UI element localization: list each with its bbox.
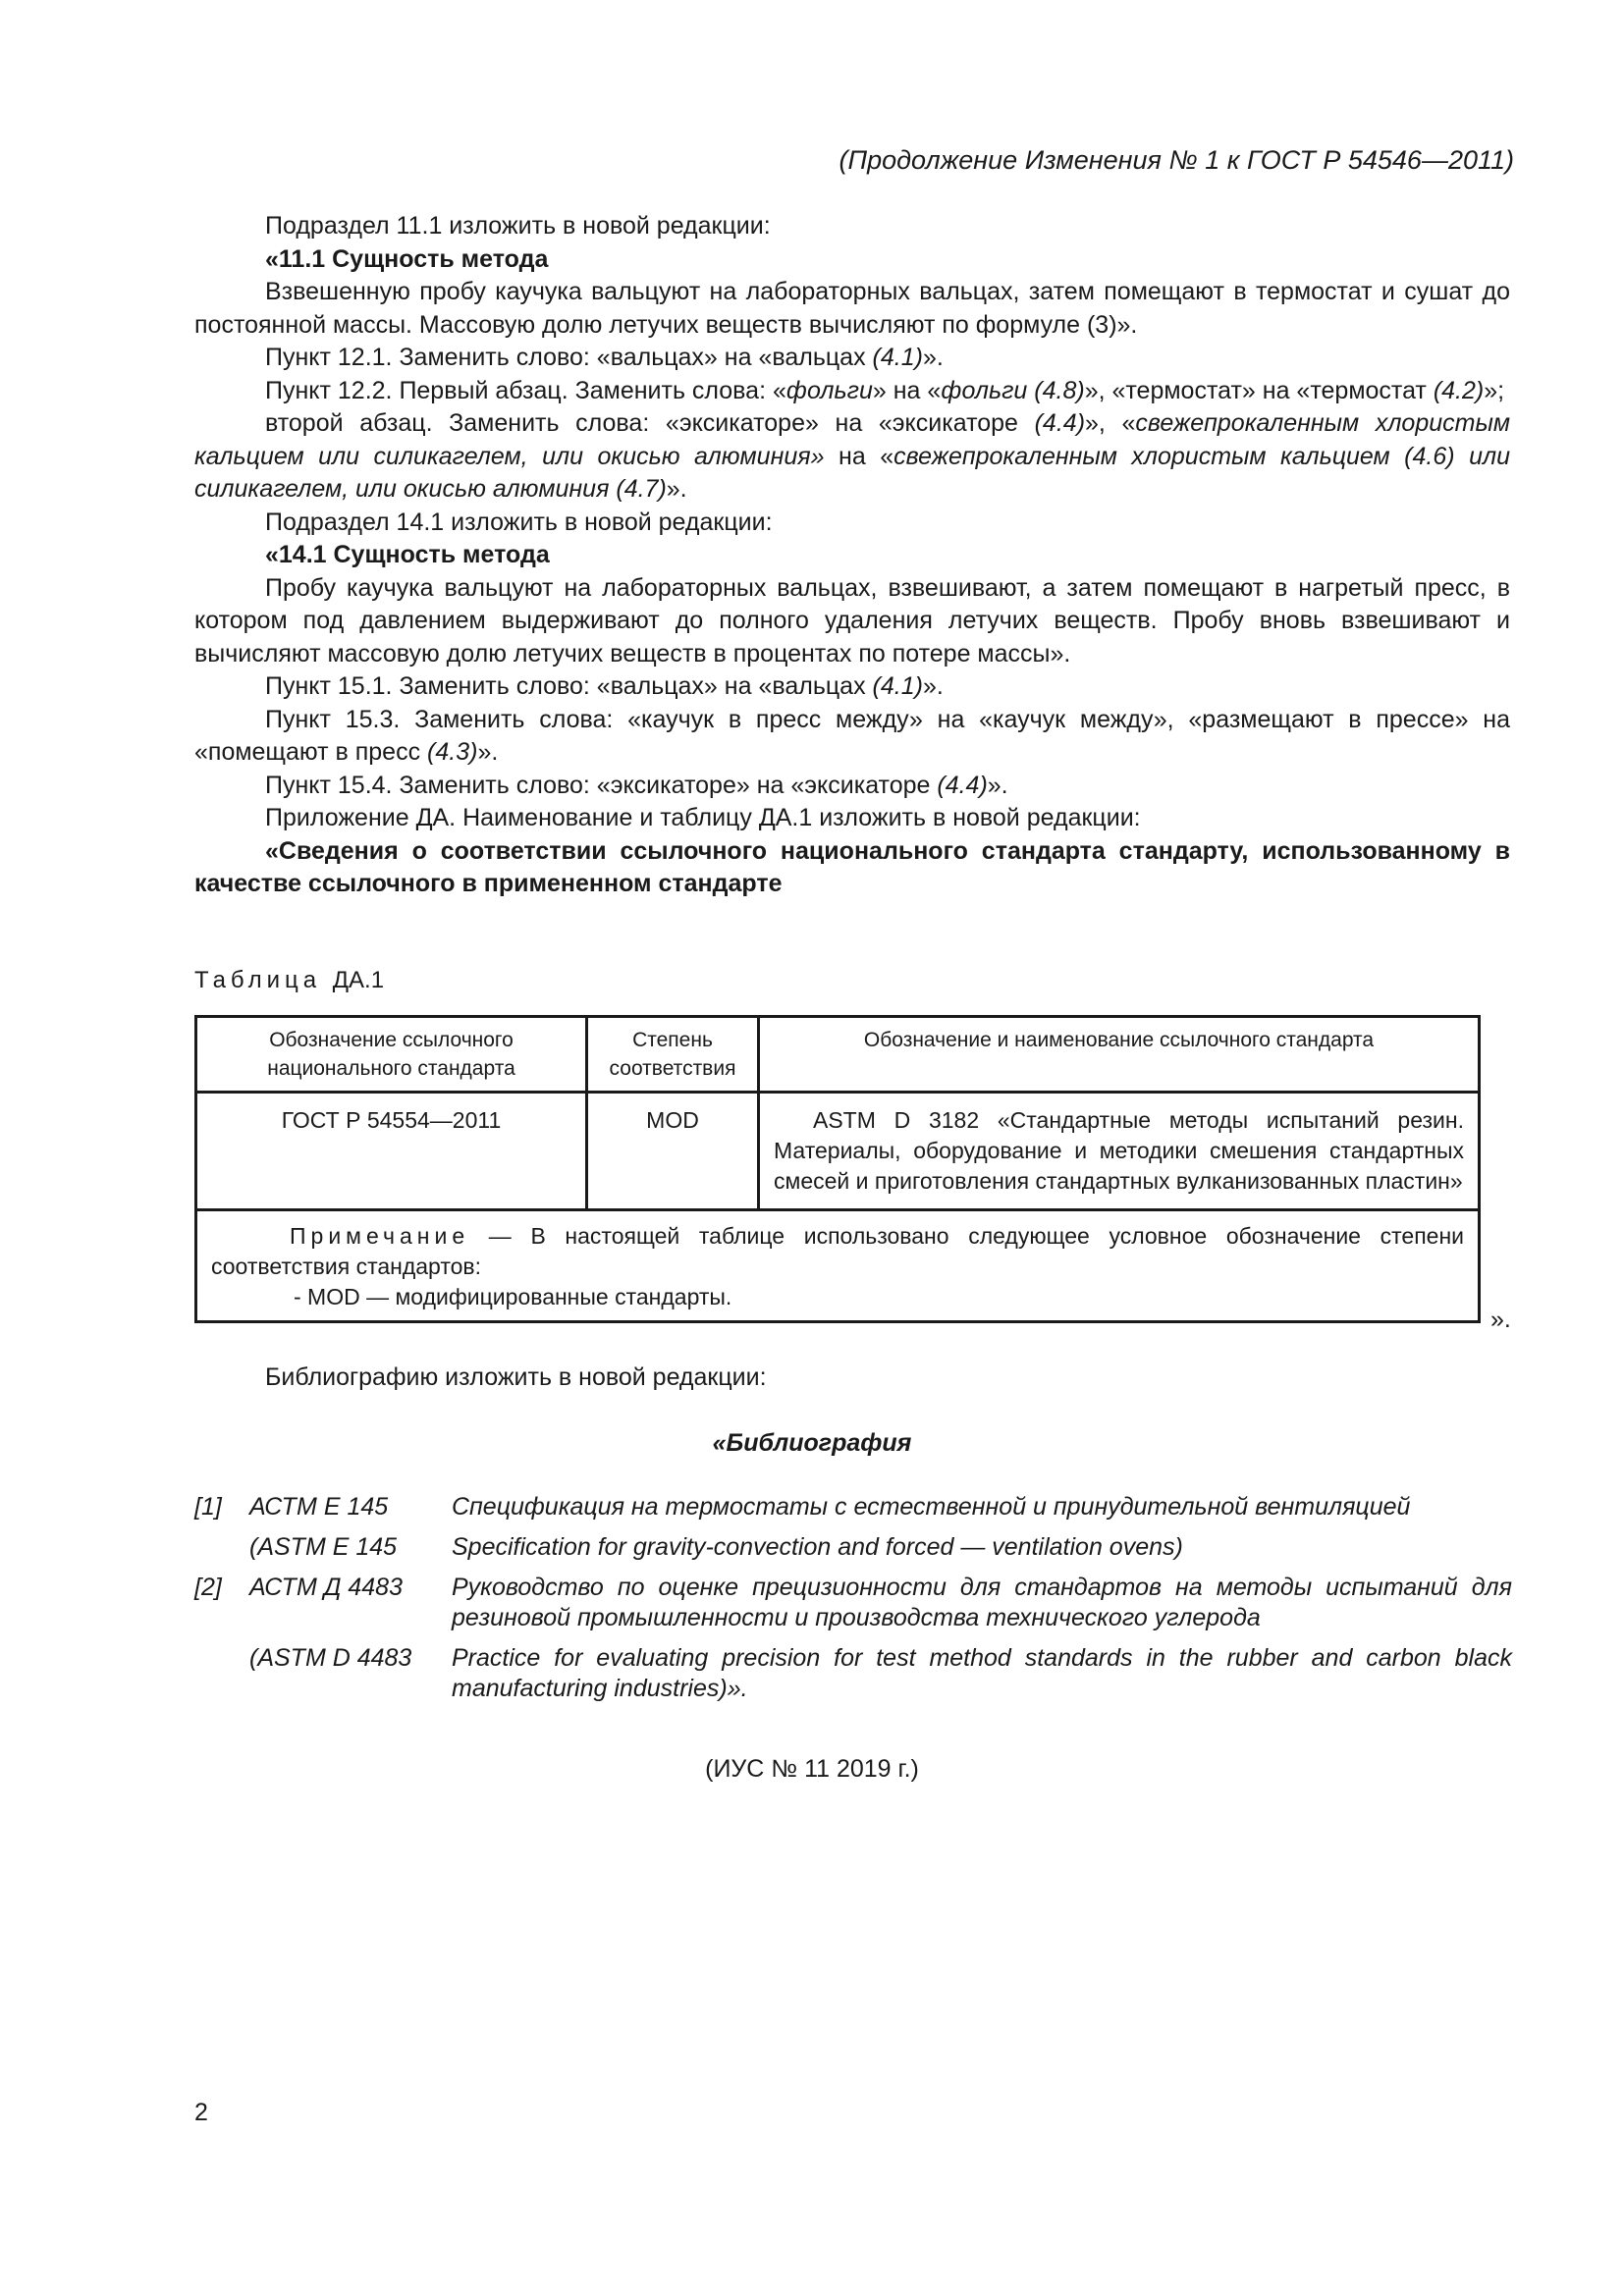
entry-code: АСТМ Е 145 xyxy=(249,1493,389,1521)
paragraph: Пункт 15.4. Заменить слово: «эксикаторе» на «эксикаторе (4.4)». xyxy=(265,771,1008,799)
bibliography-list xyxy=(194,1492,1512,1714)
table-caption: Таблица ДА.1 xyxy=(194,967,385,993)
table-header-degree: Степень соответствия xyxy=(587,1017,759,1093)
paragraph: Пункт 15.1. Заменить слово: «вальцах» на «вальцах (4.1)». xyxy=(265,672,944,700)
note-line: - MOD — модифицированные стандарты. xyxy=(294,1284,732,1309)
paragraph: Приложение ДА. Наименование и таблицу ДА.1 изложить в новой редакции: xyxy=(265,804,1141,831)
table-header-national: Обозначение ссылочного национального стандарта xyxy=(196,1017,587,1093)
annex-heading: «Сведения о соответствии ссылочного национального стандарта стандарту, использованному в качестве ссылочного в примененном стандарте xyxy=(194,836,1510,897)
entry-text: Specification for gravity-convection and forced — ventilation ovens) xyxy=(452,1533,1183,1561)
page-number: 2 xyxy=(194,2099,208,2126)
table-header-reference: Обозначение и наименование ссылочного стандарта xyxy=(759,1017,1480,1093)
table-row xyxy=(196,1093,1480,1210)
continuation-header: (Продолжение Изменения № 1 к ГОСТ Р 54546—2011) xyxy=(839,145,1514,175)
entry-code: АСТМ Д 4483 xyxy=(249,1574,403,1601)
bibliography-heading: «Библиография xyxy=(712,1429,912,1457)
entry-number: [1] xyxy=(194,1493,222,1521)
entry-text: Practice for evaluating precision for test method standards in the rubber and carbon black manufacturing industries)». xyxy=(452,1644,1512,1702)
section-heading: «14.1 Сущность метода xyxy=(265,541,550,568)
entry-text: Спецификация на термостаты с естественной и принудительной вентиляцией xyxy=(452,1493,1411,1521)
reference-table xyxy=(194,1015,1481,1323)
entry-code: (ASTM E 145 xyxy=(249,1533,398,1561)
paragraph: Взвешенную пробу каучука вальцуют на лабораторных вальцах, затем помещают в термостат и сушат до постоянной массы. Массовую долю летучих веществ вычисляют по формуле (3)». xyxy=(194,278,1510,339)
closing-quote: ». xyxy=(1490,1306,1511,1333)
cell-degree: MOD xyxy=(587,1093,759,1210)
bibliography-entry xyxy=(194,1532,1512,1563)
paragraph: Подраздел 14.1 изложить в новой редакции: xyxy=(265,507,773,536)
ius-reference: (ИУС № 11 2019 г.) xyxy=(705,1755,919,1783)
entry-code: (ASTM D 4483 xyxy=(249,1644,412,1672)
cell-reference: ASTM D 3182 «Стандартные методы испытаний резин. Материалы, оборудование и методики смешения стандартных смесей и приготовления стандартных вулканизованных пластин» xyxy=(759,1093,1480,1210)
note-text: — В настоящей таблице использовано следующее условное обозначение степени соответствия стандартов: xyxy=(211,1223,1464,1279)
paragraph: Пункт 12.1. Заменить слово: «вальцах» на «вальцах (4.1)». xyxy=(265,344,944,371)
entry-number: [2] xyxy=(194,1574,222,1601)
bibliography-entry xyxy=(194,1573,1512,1633)
section-heading: «11.1 Сущность метода xyxy=(265,244,549,273)
note-label: Примечание xyxy=(290,1223,470,1249)
paragraph: второй абзац. Заменить слова: «эксикаторе» на «эксикаторе (4.4)», «свежепрокаленным хлористым кальцием или силикагелем, или окисью алюминия» на «свежепрокаленным хлористым кальцием (4.6) или силикагелем, или окисью алюминия (4.7)». xyxy=(194,409,1511,503)
cell-national: ГОСТ Р 54554—2011 xyxy=(196,1093,587,1210)
bibliography-entry xyxy=(194,1492,1512,1522)
bibliography-intro: Библиографию изложить в новой редакции: xyxy=(265,1363,767,1391)
bibliography-entry xyxy=(194,1643,1512,1704)
body-text xyxy=(194,210,1510,901)
paragraph: Пункт 12.2. Первый абзац. Заменить слова: «фольги» на «фольги (4.8)», «термостат» на «термостат (4.2)»; xyxy=(265,376,1505,404)
paragraph: Пробу каучука вальцуют на лабораторных вальцах, взвешивают, а затем помещают в нагретый пресс, в котором под давлением выдерживают до полного удаления летучих веществ. Пробу вновь взвешивают и вычисляют массовую долю летучих веществ в процентах по потере массы». xyxy=(194,573,1510,667)
paragraph: Пункт 15.3. Заменить слова: «каучук в пресс между» на «каучук между», «размещают в прессе» на «помещают в пресс (4.3)». xyxy=(194,705,1510,766)
entry-text: Руководство по оценке прецизионности для стандартов на методы испытаний для резиновой промышленности и производства технического углерода xyxy=(452,1574,1512,1631)
paragraph: Подраздел 11.1 изложить в новой редакции: xyxy=(265,212,771,240)
table-note xyxy=(196,1210,1480,1322)
table-note-row xyxy=(196,1210,1480,1322)
